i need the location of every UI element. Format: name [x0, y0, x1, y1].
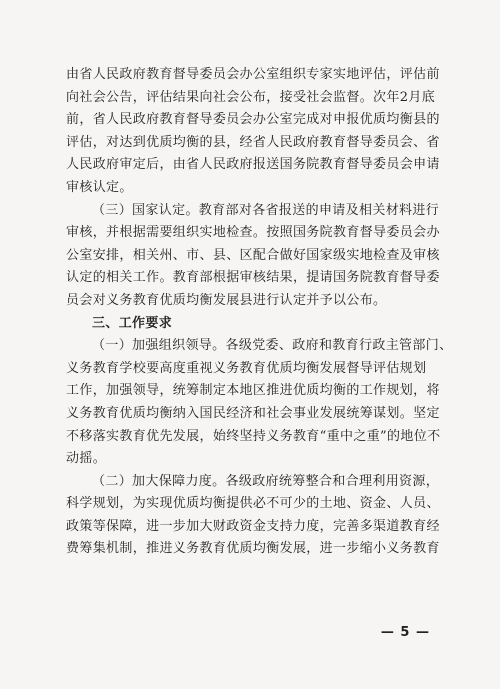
text-line: （二）加大保障力度。各级政府统筹整合和合理利用资源，: [92, 473, 440, 489]
text-line: （三）国家认定。教育部对各省报送的申请及相关材料进行: [92, 202, 440, 218]
text-line: 前，省人民政府教育督导委员会办公室完成对申报优质均衡县的: [66, 112, 440, 128]
section-heading: 三、工作要求: [92, 315, 173, 331]
text-line: 不移落实教育优先发展，始终坚持义务教育“重中之重”的地位不: [66, 428, 441, 444]
text-line: 义务教育学校要高度重视义务教育优质均衡发展督导评估规划: [66, 360, 427, 376]
text-line: （一）加强组织领导。各级党委、政府和教育行政主管部门、: [92, 338, 453, 354]
text-line: 员会对义务教育优质均衡发展县进行认定并予以公布。: [66, 292, 387, 308]
text-line: 审核，并根据需要组织实地检查。按照国务院教育督导委员会办: [66, 225, 440, 241]
text-line: 审核认定。: [66, 179, 133, 195]
body-text: [66, 64, 453, 561]
page-number: — 5 —: [380, 625, 430, 640]
text-line: 评估，对达到优质均衡的县，经省人民政府教育督导委员会、省: [66, 134, 440, 150]
text-line: 动摇。: [66, 451, 107, 467]
text-line: 费筹集机制，推进义务教育优质均衡发展，进一步缩小义务教育: [66, 541, 440, 557]
text-line: 向社会公告，评估结果向社会公布，接受社会监督。次年2月底: [66, 89, 436, 105]
text-line: 认定的相关工作。教育部根据审核结果，提请国务院教育督导委: [66, 270, 440, 286]
text-line: 工作，加强领导，统筹制定本地区推进优质均衡的工作规划，将: [66, 383, 440, 399]
text-line: 政策等保障，进一步加大财政资金支持力度，完善多渠道教育经: [66, 518, 440, 534]
text-line: 人民政府审定后，由省人民政府报送国务院教育督导委员会申请: [66, 157, 440, 173]
text-line: 公室安排，相关州、市、县、区配合做好国家级实地检查及审核: [66, 247, 440, 263]
text-line: 由省人民政府教育督导委员会办公室组织专家实地评估，评估前: [66, 67, 440, 82]
text-line: 科学规划，为实现优质均衡提供必不可少的土地、资金、人员、: [66, 496, 440, 512]
text-line: 义务教育优质均衡纳入国民经济和社会事业发展统筹谋划。坚定: [66, 405, 440, 421]
